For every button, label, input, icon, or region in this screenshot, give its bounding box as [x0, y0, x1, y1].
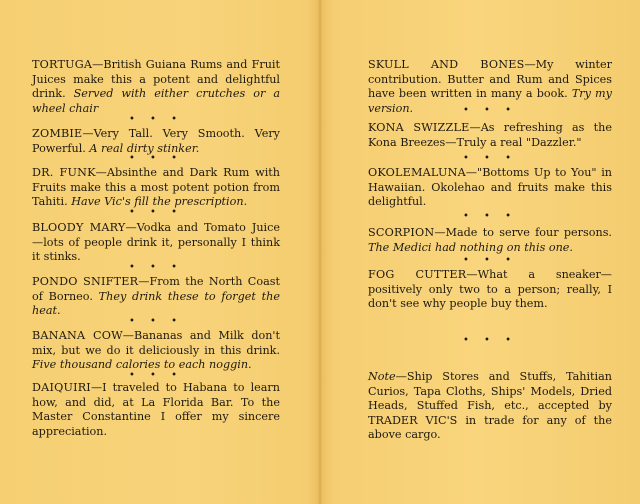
drink-quip: They drink these to forget the heat.	[32, 289, 280, 318]
drink-name: TORTUGA	[32, 58, 93, 71]
separator-dots: • • •	[462, 153, 518, 164]
drink-entry-daiquiri	[32, 381, 280, 439]
separator-dots: • • •	[128, 114, 184, 125]
note-label: Note	[368, 370, 396, 383]
drink-quip: Have Vic's fill the prescription.	[71, 195, 248, 209]
cargo-note	[368, 370, 612, 443]
separator-dots: • • •	[462, 335, 518, 346]
drink-description: —Made to serve four persons.	[434, 226, 612, 239]
drink-description: —From the North Coast of Borneo.	[32, 275, 280, 303]
drink-name: BANANA COW	[32, 329, 123, 342]
drink-quip: Served with either crutches or a wheel chair	[32, 87, 280, 115]
drink-name: FOG CUTTER	[368, 268, 467, 281]
drink-name: SCORPION	[368, 226, 435, 239]
separator-dots: • • •	[128, 370, 184, 381]
right-column	[368, 0, 612, 504]
drink-description: —British Guiana Rums and Fruit Juices make this a potent and delightful drink.	[32, 58, 280, 101]
drink-quip: Try my version.	[368, 87, 612, 115]
drink-entry-scorpion	[368, 226, 612, 255]
separator-dots: • • •	[128, 262, 184, 273]
drink-description: —Vodka and Tomato Juice—lots of people drink it, personally I think it stinks.	[32, 221, 280, 264]
drink-entry-banana-cow	[32, 329, 280, 373]
separator-dots: • • •	[462, 255, 518, 266]
drink-entry-zombie	[32, 127, 280, 156]
separator-dots: • • •	[128, 153, 184, 164]
drink-description: —"Bottoms Up to You" in Hawaiian. Okolehao and fruits make this delightful.	[368, 166, 612, 209]
drink-description: —Bananas and Milk don't mix, but we do it deliciously in this drink.	[32, 329, 280, 357]
drink-quip: The Medici had nothing on this one.	[368, 240, 573, 254]
drink-entry-pondo-snifter	[32, 275, 280, 319]
drink-entry-kona-swizzle	[368, 121, 612, 150]
drink-description: —Absinthe and Dark Rum with Fruits make this a most potent potion from Tahiti.	[32, 166, 280, 209]
drink-entry-bloody-mary	[32, 221, 280, 265]
drink-entry-okolemaluna	[368, 166, 612, 210]
drink-name: OKOLEMALUNA	[368, 166, 466, 179]
drink-name: ZOMBIE	[32, 127, 83, 140]
separator-dots: • • •	[128, 207, 184, 218]
separator-dots: • • •	[462, 105, 518, 116]
drink-name: DAIQUIRI	[32, 381, 91, 394]
drink-name: BLOODY MARY	[32, 221, 126, 234]
left-column	[32, 0, 280, 504]
drink-entry-fog-cutter	[368, 268, 612, 312]
drink-name: SKULL AND BONES	[368, 58, 525, 71]
note-text: —Ship Stores and Stuffs, Tahitian Curios, Tapa Cloths, Ships' Models, Dried Heads, Stuffed Fish, etc., accepted by TRADER VIC'S in trade for any of the above cargo.	[368, 370, 612, 442]
drink-quip: A real dirty stinker.	[89, 141, 200, 155]
drink-description: —Very Tall. Very Smooth. Very Powerful.	[32, 127, 280, 155]
drink-description: —What a sneaker—positively only two to a person; really, I don't see why people buy them.	[368, 268, 612, 311]
drink-description: —My winter contribution. Butter and Rum and Spices have been written in many a book.	[368, 58, 612, 101]
drink-entry-tortuga	[32, 58, 280, 116]
drink-name: PONDO SNIFTER	[32, 275, 139, 288]
page-fold	[318, 0, 322, 504]
drink-quip: Five thousand calories to each noggin.	[32, 358, 252, 372]
drink-name: KONA SWIZZLE	[368, 121, 470, 134]
separator-dots: • • •	[462, 211, 518, 222]
drink-description: —As refreshing as the Kona Breezes—Truly a real "Dazzler."	[368, 121, 612, 149]
separator-dots: • • •	[128, 316, 184, 327]
drink-name: DR. FUNK	[32, 166, 96, 179]
drink-description: —I traveled to Habana to learn how, and did, at La Florida Bar. To the Master Constantine I offer my sincere appreciation.	[32, 381, 280, 438]
drink-entry-dr-funk	[32, 166, 280, 210]
